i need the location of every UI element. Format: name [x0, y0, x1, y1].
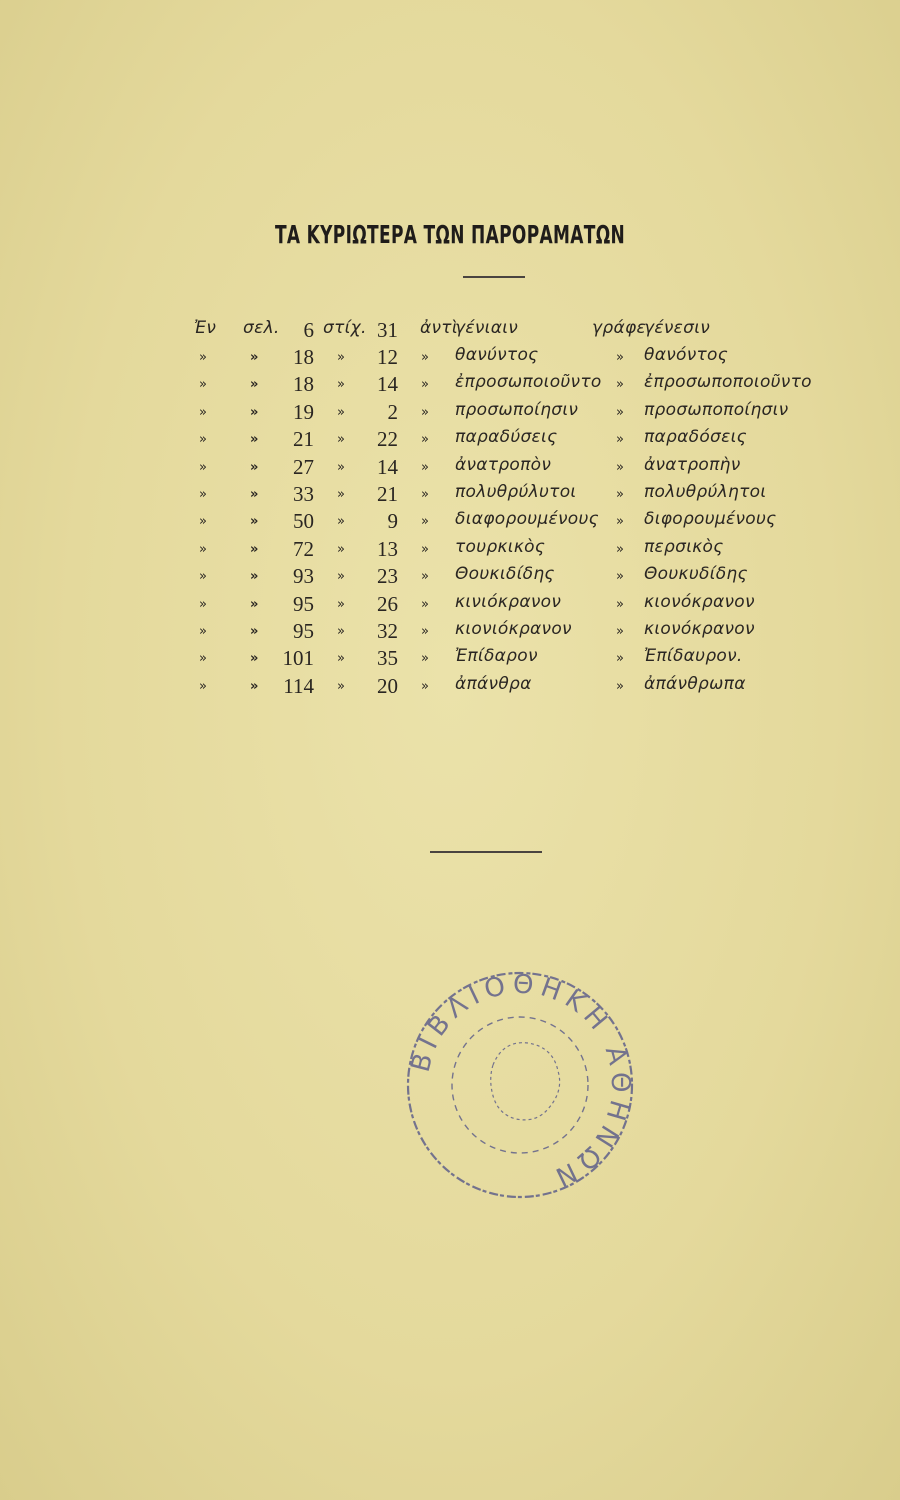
ditto-mark: »	[250, 678, 259, 694]
line-number: 20	[377, 673, 398, 698]
ditto-mark: »	[199, 404, 207, 420]
corrected-word: περσικὸς	[644, 536, 724, 557]
ditto-mark: »	[421, 541, 429, 557]
corrected-word: κιονόκρανον	[644, 591, 755, 612]
corrected-word: προσωποποίησιν	[644, 399, 789, 420]
erroneous-word: ἀπάνθρα	[455, 673, 532, 694]
errata-row	[0, 427, 900, 454]
errata-row	[0, 646, 900, 673]
line-number: 14	[377, 372, 398, 397]
ditto-mark: »	[616, 651, 624, 667]
ditto-mark: »	[199, 596, 207, 612]
header-wrong: γένιαιν	[455, 318, 519, 338]
page-number: 33	[293, 482, 314, 506]
stamp-inner-ring	[452, 1017, 588, 1153]
ditto-mark: »	[199, 350, 207, 365]
line-number: 13	[377, 536, 398, 561]
line-number: 21	[377, 482, 398, 506]
errata-row	[0, 509, 900, 536]
ditto-mark: »	[421, 514, 429, 530]
header-stix: στίχ.	[323, 318, 367, 338]
errata-row	[0, 400, 900, 427]
corrected-word: θανόντος	[644, 345, 729, 365]
ditto-mark: »	[616, 624, 624, 639]
errata-header-row	[0, 318, 900, 345]
erroneous-word: προσωποίησιν	[455, 399, 579, 420]
erroneous-word: παραδύσεις	[455, 427, 558, 448]
errata-row	[0, 345, 900, 372]
ditto-mark: »	[421, 350, 429, 365]
ditto-mark: »	[199, 569, 207, 585]
stamp-figure-icon	[491, 1043, 560, 1120]
ditto-mark: »	[337, 569, 345, 585]
page-title: ΤΑ ΚΥΡΙΩΤΕΡΑ ΤΩΝ ΠΑΡΟΡΑΜΑΤΩΝ	[274, 220, 626, 249]
header-en: Ἐν	[194, 318, 217, 338]
ditto-mark: »	[250, 541, 259, 557]
ditto-mark: »	[337, 459, 345, 475]
ditto-mark: »	[616, 432, 624, 448]
errata-row	[0, 674, 900, 701]
ditto-mark: »	[337, 487, 345, 502]
page-number: 95	[293, 591, 314, 616]
ditto-mark: »	[616, 569, 624, 585]
line-number: 26	[377, 591, 398, 616]
ditto-mark: »	[250, 514, 259, 530]
header-page: 6	[303, 318, 314, 342]
corrected-word: ἀπάνθρωπα	[644, 673, 746, 694]
header-sel: σελ.	[243, 318, 280, 338]
page-number: 93	[293, 564, 314, 589]
ditto-mark: »	[616, 678, 624, 694]
erroneous-word: Ἐπίδαρον	[455, 646, 538, 667]
page-number: 50	[293, 509, 314, 534]
ditto-mark: »	[199, 541, 207, 557]
ditto-mark: »	[250, 404, 259, 420]
ditto-mark: »	[250, 596, 259, 612]
page-number: 72	[293, 536, 314, 561]
erroneous-word: κιονιόκρανον	[455, 619, 572, 639]
ditto-mark: »	[337, 541, 345, 557]
ditto-mark: »	[337, 404, 345, 420]
ditto-mark: »	[199, 678, 207, 694]
ditto-mark: »	[250, 569, 259, 585]
line-number: 2	[387, 399, 398, 424]
ditto-mark: »	[199, 432, 207, 448]
library-stamp	[395, 960, 645, 1210]
errata-row	[0, 372, 900, 399]
ditto-mark: »	[421, 432, 429, 448]
corrected-word: Θουκυδίδης	[644, 564, 748, 585]
erroneous-word: πολυθρύλυτοι	[455, 482, 577, 502]
ditto-mark: »	[250, 487, 259, 502]
ditto-mark: »	[421, 404, 429, 420]
corrected-word: ἀνατροπὴν	[644, 454, 741, 475]
ditto-mark: »	[616, 596, 624, 612]
ditto-mark: »	[250, 350, 259, 365]
corrected-word: διφορουμένους	[644, 509, 777, 530]
ditto-mark: »	[421, 569, 429, 585]
corrected-word: κιονόκρανον	[644, 619, 755, 639]
line-number: 14	[377, 454, 398, 479]
errata-row	[0, 592, 900, 619]
ditto-mark: »	[199, 624, 207, 639]
ditto-mark: »	[616, 377, 624, 393]
header-anti: ἀντὶ	[420, 318, 458, 338]
ditto-mark: »	[421, 487, 429, 502]
erroneous-word: ἐπροσωποιοῦντο	[455, 372, 602, 393]
page-number: 114	[283, 673, 314, 698]
ditto-mark: »	[199, 487, 207, 502]
line-number: 35	[377, 646, 398, 671]
line-number: 32	[377, 619, 398, 643]
ditto-mark: »	[616, 541, 624, 557]
ditto-mark: »	[250, 459, 259, 475]
ditto-mark: »	[616, 487, 624, 502]
errata-row	[0, 482, 900, 509]
header-line: 31	[377, 318, 398, 342]
errata-row	[0, 564, 900, 591]
ditto-mark: »	[250, 651, 259, 667]
ditto-mark: »	[199, 459, 207, 475]
ditto-mark: »	[337, 596, 345, 612]
ditto-mark: »	[337, 624, 345, 639]
ditto-mark: »	[421, 624, 429, 639]
errata-row	[0, 455, 900, 482]
ditto-mark: »	[421, 678, 429, 694]
line-number: 9	[387, 509, 398, 534]
ditto-mark: »	[421, 459, 429, 475]
erroneous-word: διαφορουμένους	[455, 509, 599, 530]
page-number: 21	[293, 427, 314, 452]
ditto-mark: »	[250, 624, 259, 639]
corrected-word: πολυθρύλητοι	[644, 482, 767, 502]
corrected-word: Ἐπίδαυρον.	[644, 646, 743, 667]
ditto-mark: »	[199, 651, 207, 667]
closing-divider	[430, 851, 542, 853]
errata-row	[0, 537, 900, 564]
line-number: 12	[377, 345, 398, 369]
page-number: 27	[293, 454, 314, 479]
header-right: γένεσιν	[644, 318, 711, 338]
ditto-mark: »	[250, 377, 259, 393]
ditto-mark: »	[616, 350, 624, 365]
erroneous-word: τουρκικὸς	[455, 536, 546, 557]
ditto-mark: »	[250, 432, 259, 448]
ditto-mark: »	[337, 350, 345, 365]
erroneous-word: Θουκιδίδης	[455, 564, 555, 585]
erroneous-word: ἀνατροπὸν	[455, 454, 552, 475]
erroneous-word: κινιόκρανον	[455, 591, 562, 612]
line-number: 23	[377, 564, 398, 589]
line-number: 22	[377, 427, 398, 452]
ditto-mark: »	[337, 432, 345, 448]
ditto-mark: »	[421, 596, 429, 612]
ditto-mark: »	[337, 514, 345, 530]
erroneous-word: θανύντος	[455, 345, 539, 365]
page-number: 19	[293, 399, 314, 424]
ditto-mark: »	[337, 377, 345, 393]
ditto-mark: »	[199, 514, 207, 530]
page-number: 101	[282, 646, 314, 671]
ditto-mark: »	[616, 459, 624, 475]
page-number: 95	[293, 619, 314, 643]
page-number: 18	[293, 372, 314, 397]
title-divider	[463, 276, 525, 278]
ditto-mark: »	[337, 678, 345, 694]
ditto-mark: »	[421, 377, 429, 393]
stamp-text: ΒΙΒΛΙΟΘΗΚΗ ΑΘΗΝΩΝ	[405, 969, 636, 1195]
ditto-mark: »	[199, 377, 207, 393]
ditto-mark: »	[337, 651, 345, 667]
page-number: 18	[293, 345, 314, 369]
ditto-mark: »	[616, 514, 624, 530]
corrected-word: παραδόσεις	[644, 427, 747, 448]
errata-row	[0, 619, 900, 646]
ditto-mark: »	[421, 651, 429, 667]
ditto-mark: »	[616, 404, 624, 420]
header-grafe: γράφε	[592, 318, 646, 338]
corrected-word: ἐπροσωποποιοῦντο	[644, 372, 812, 393]
